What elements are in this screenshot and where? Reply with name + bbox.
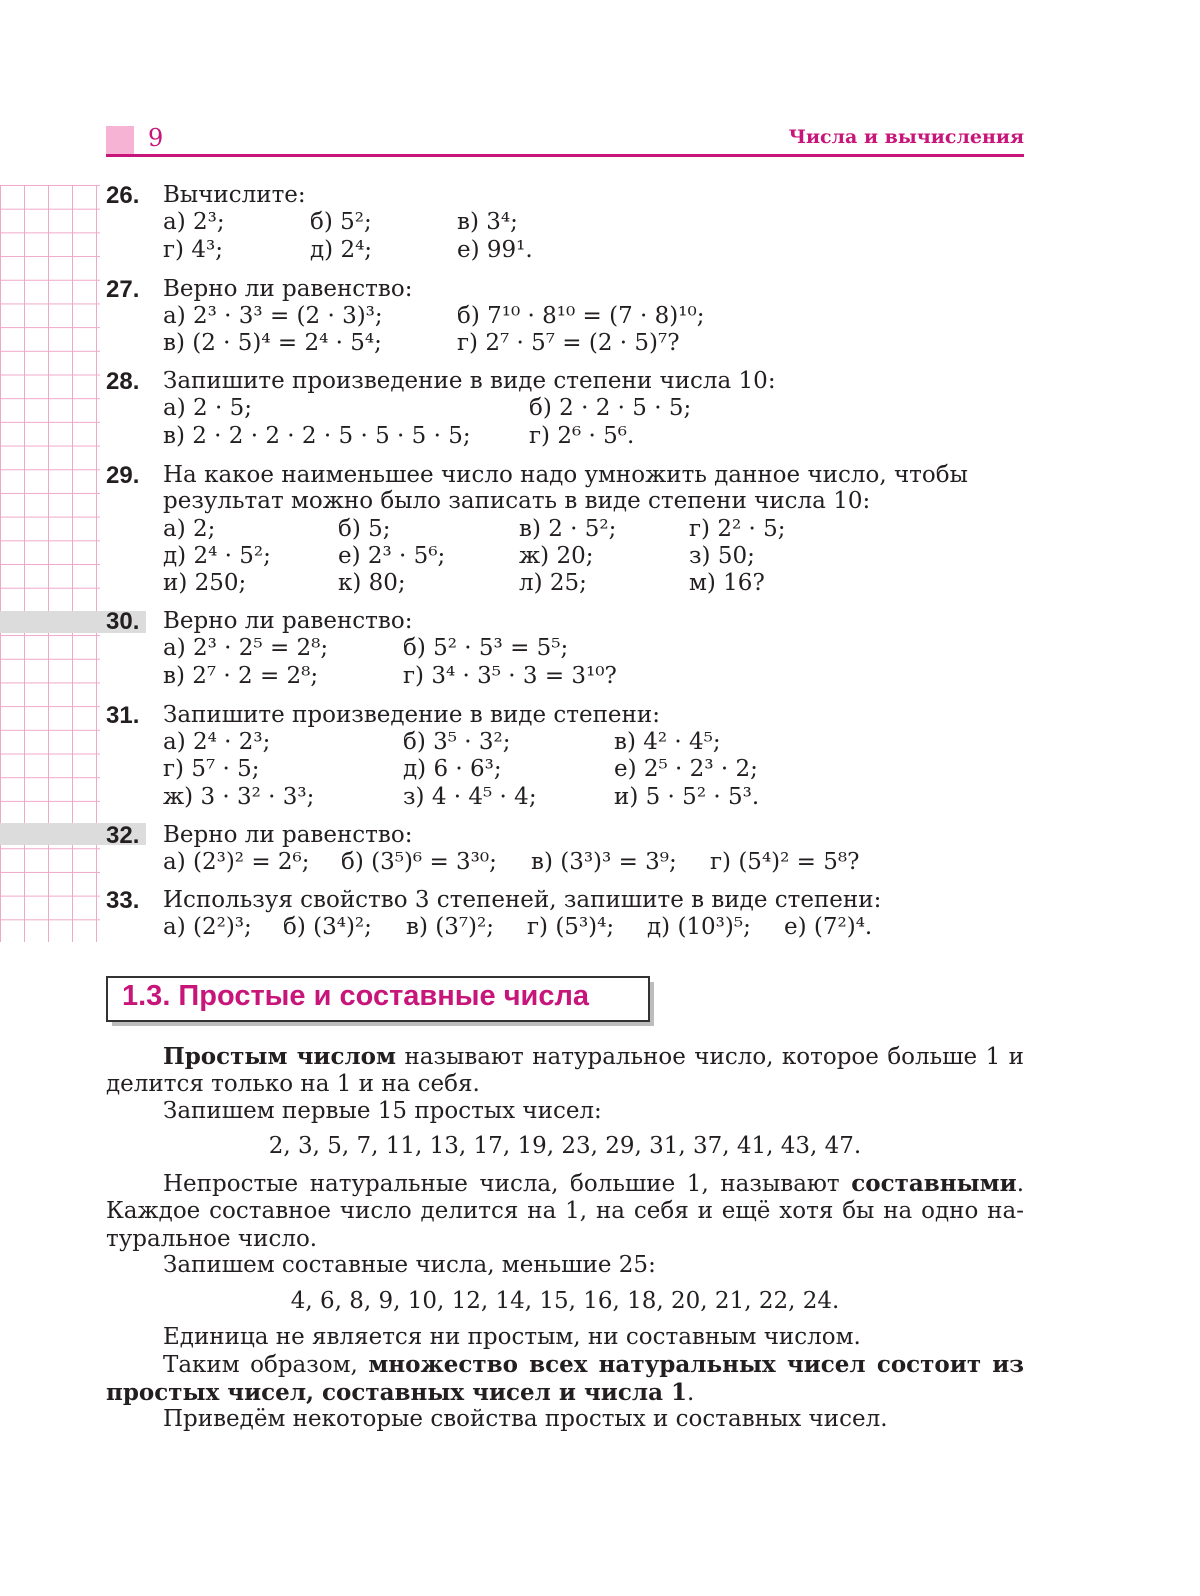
exercise-item: б) 5; xyxy=(338,516,391,542)
text-run: Приведём некоторые свойства простых и составных чисел. xyxy=(163,1406,888,1432)
exercise-item: д) 6 · 6³; xyxy=(403,756,502,782)
text-run: Непростые натуральные числа, большие 1, называют xyxy=(163,1171,852,1197)
exercise-item: г) 3⁴ · 3⁵ · 3 = 3¹⁰? xyxy=(403,663,617,689)
exercise-item: а) 2 · 5; xyxy=(163,395,252,421)
exercise-item: и) 5 · 5² · 5³. xyxy=(614,784,760,810)
exercise-item: а) (2³)² = 2⁶; xyxy=(163,849,310,875)
exercise-number: 31. xyxy=(106,702,140,729)
chapter-title: Числа и вычисления xyxy=(788,126,1024,148)
section-title: 1.3. Простые и составные числа xyxy=(122,980,590,1012)
paragraph xyxy=(106,1351,1024,1408)
exercise-item: в) 2 · 5²; xyxy=(519,516,617,542)
text-run: называют натуральное число, которое больше 1 и делится только на 1 и на себя. xyxy=(106,1044,1024,1098)
exercise-prompt: Запишите произведение в виде степени числа 10: xyxy=(163,368,776,394)
exercise-item: а) 2³ · 3³ = (2 · 3)³; xyxy=(163,303,383,329)
exercise-item: е) (7²)⁴. xyxy=(784,914,873,940)
exercise-item: б) (3⁴)²; xyxy=(283,914,372,940)
exercise-item: з) 4 · 4⁵ · 4; xyxy=(403,784,537,810)
exercise-item: в) (3³)³ = 3⁹; xyxy=(531,849,677,875)
exercise-prompt: Используя свойство 3 степеней, запишите в виде степени: xyxy=(163,887,882,913)
paragraph xyxy=(106,1170,1024,1253)
bold-term: составными xyxy=(851,1170,1017,1197)
exercise-item: в) (2 · 5)⁴ = 2⁴ · 5⁴; xyxy=(163,330,382,356)
exercise-item: г) 2⁷ · 5⁷ = (2 · 5)⁷? xyxy=(457,330,680,356)
page-marker-square xyxy=(106,126,134,155)
text-run: Запишем первые 15 простых чисел: xyxy=(163,1098,602,1124)
exercise-item: л) 25; xyxy=(519,570,587,596)
exercise-item: д) (10³)⁵; xyxy=(647,914,751,940)
exercise-number: 33. xyxy=(106,887,140,914)
header-rule xyxy=(106,154,1024,157)
bold-term: Простым числом xyxy=(163,1043,397,1070)
exercise-item: д) 2⁴; xyxy=(310,237,373,263)
exercise-prompt-continued: результат можно было записать в виде степени числа 10: xyxy=(163,488,871,514)
exercise-item: а) (2²)³; xyxy=(163,914,252,940)
exercise-item: б) 5² · 5³ = 5⁵; xyxy=(403,635,569,661)
prime-number-list: 2, 3, 5, 7, 11, 13, 17, 19, 23, 29, 31, 37, 41, 43, 47. xyxy=(268,1133,862,1159)
composite-number-list: 4, 6, 8, 9, 10, 12, 14, 15, 16, 18, 20, 21, 22, 24. xyxy=(290,1288,840,1314)
exercise-item: б) 5²; xyxy=(310,209,372,235)
exercise-prompt: Вычислите: xyxy=(163,182,306,208)
text-run: Единица не является ни простым, ни составным числом. xyxy=(163,1324,861,1350)
exercise-prompt: Верно ли равенство: xyxy=(163,608,413,634)
exercise-item: м) 16? xyxy=(689,570,765,596)
text-run: Запишем составные числа, меньшие 25: xyxy=(163,1252,656,1278)
exercise-item: и) 250; xyxy=(163,570,247,596)
exercise-number: 27. xyxy=(106,276,140,303)
exercise-number: 29. xyxy=(106,462,140,489)
exercise-item: г) 4³; xyxy=(163,237,223,263)
text-run: Таким образом, xyxy=(163,1352,369,1378)
paragraph xyxy=(106,1324,1024,1351)
exercise-item: е) 99¹. xyxy=(457,237,533,263)
section-heading-box xyxy=(106,976,650,1022)
exercise-number: 26. xyxy=(106,182,140,209)
exercise-number: 32. xyxy=(106,822,140,849)
exercise-item: г) 2⁶ · 5⁶. xyxy=(529,423,635,449)
text-run: . xyxy=(687,1380,695,1407)
paragraph xyxy=(106,1252,1024,1279)
exercise-item: г) (5³)⁴; xyxy=(527,914,615,940)
exercise-item: б) 3⁵ · 3²; xyxy=(403,729,511,755)
exercise-item: е) 2³ · 5⁶; xyxy=(338,543,446,569)
paragraph xyxy=(106,1406,1024,1433)
exercise-item: ж) 20; xyxy=(519,543,594,569)
exercise-item: а) 2³ · 2⁵ = 2⁸; xyxy=(163,635,329,661)
exercise-item: д) 2⁴ · 5²; xyxy=(163,543,271,569)
paragraph xyxy=(106,1098,1024,1125)
exercise-item: а) 2³; xyxy=(163,209,225,235)
exercise-item: к) 80; xyxy=(338,570,406,596)
exercise-item: г) (5⁴)² = 5⁸? xyxy=(710,849,860,875)
exercise-number: 30. xyxy=(106,608,140,635)
exercise-item: г) 5⁷ · 5; xyxy=(163,756,260,782)
exercise-item: з) 50; xyxy=(689,543,755,569)
exercise-number: 28. xyxy=(106,368,140,395)
exercise-prompt: Верно ли равенство: xyxy=(163,276,413,302)
exercise-item: б) 7¹⁰ · 8¹⁰ = (7 · 8)¹⁰; xyxy=(457,303,705,329)
exercise-prompt: Верно ли равенство: xyxy=(163,822,413,848)
page-number: 9 xyxy=(148,124,164,152)
exercise-item: а) 2⁴ · 2³; xyxy=(163,729,271,755)
exercise-item: в) (3⁷)²; xyxy=(406,914,495,940)
exercise-item: а) 2; xyxy=(163,516,216,542)
exercise-item: в) 3⁴; xyxy=(457,209,518,235)
exercise-item: б) (3⁵)⁶ = 3³⁰; xyxy=(341,849,497,875)
paragraph xyxy=(106,1043,1024,1099)
exercise-item: е) 2⁵ · 2³ · 2; xyxy=(614,756,758,782)
exercise-item: г) 2² · 5; xyxy=(689,516,786,542)
bold-term: множество всех натуральных чисел состоит из простых чисел, составных чисел и числа 1 xyxy=(106,1351,1024,1407)
exercise-item: б) 2 · 2 · 5 · 5; xyxy=(529,395,692,421)
exercise-item: ж) 3 · 3² · 3³; xyxy=(163,784,315,810)
exercise-item: в) 4² · 4⁵; xyxy=(614,729,721,755)
exercise-prompt: Запишите произведение в виде степени: xyxy=(163,702,660,728)
exercise-item: в) 2 · 2 · 2 · 2 · 5 · 5 · 5 · 5; xyxy=(163,423,471,449)
exercise-item: в) 2⁷ · 2 = 2⁸; xyxy=(163,663,319,689)
exercise-prompt: На какое наименьшее число надо умножить данное число, чтобы xyxy=(163,462,968,488)
text-run: . Каждое составное число делится на 1, на себя и ещё хотя бы на одно натуральное число. xyxy=(106,1171,1024,1252)
